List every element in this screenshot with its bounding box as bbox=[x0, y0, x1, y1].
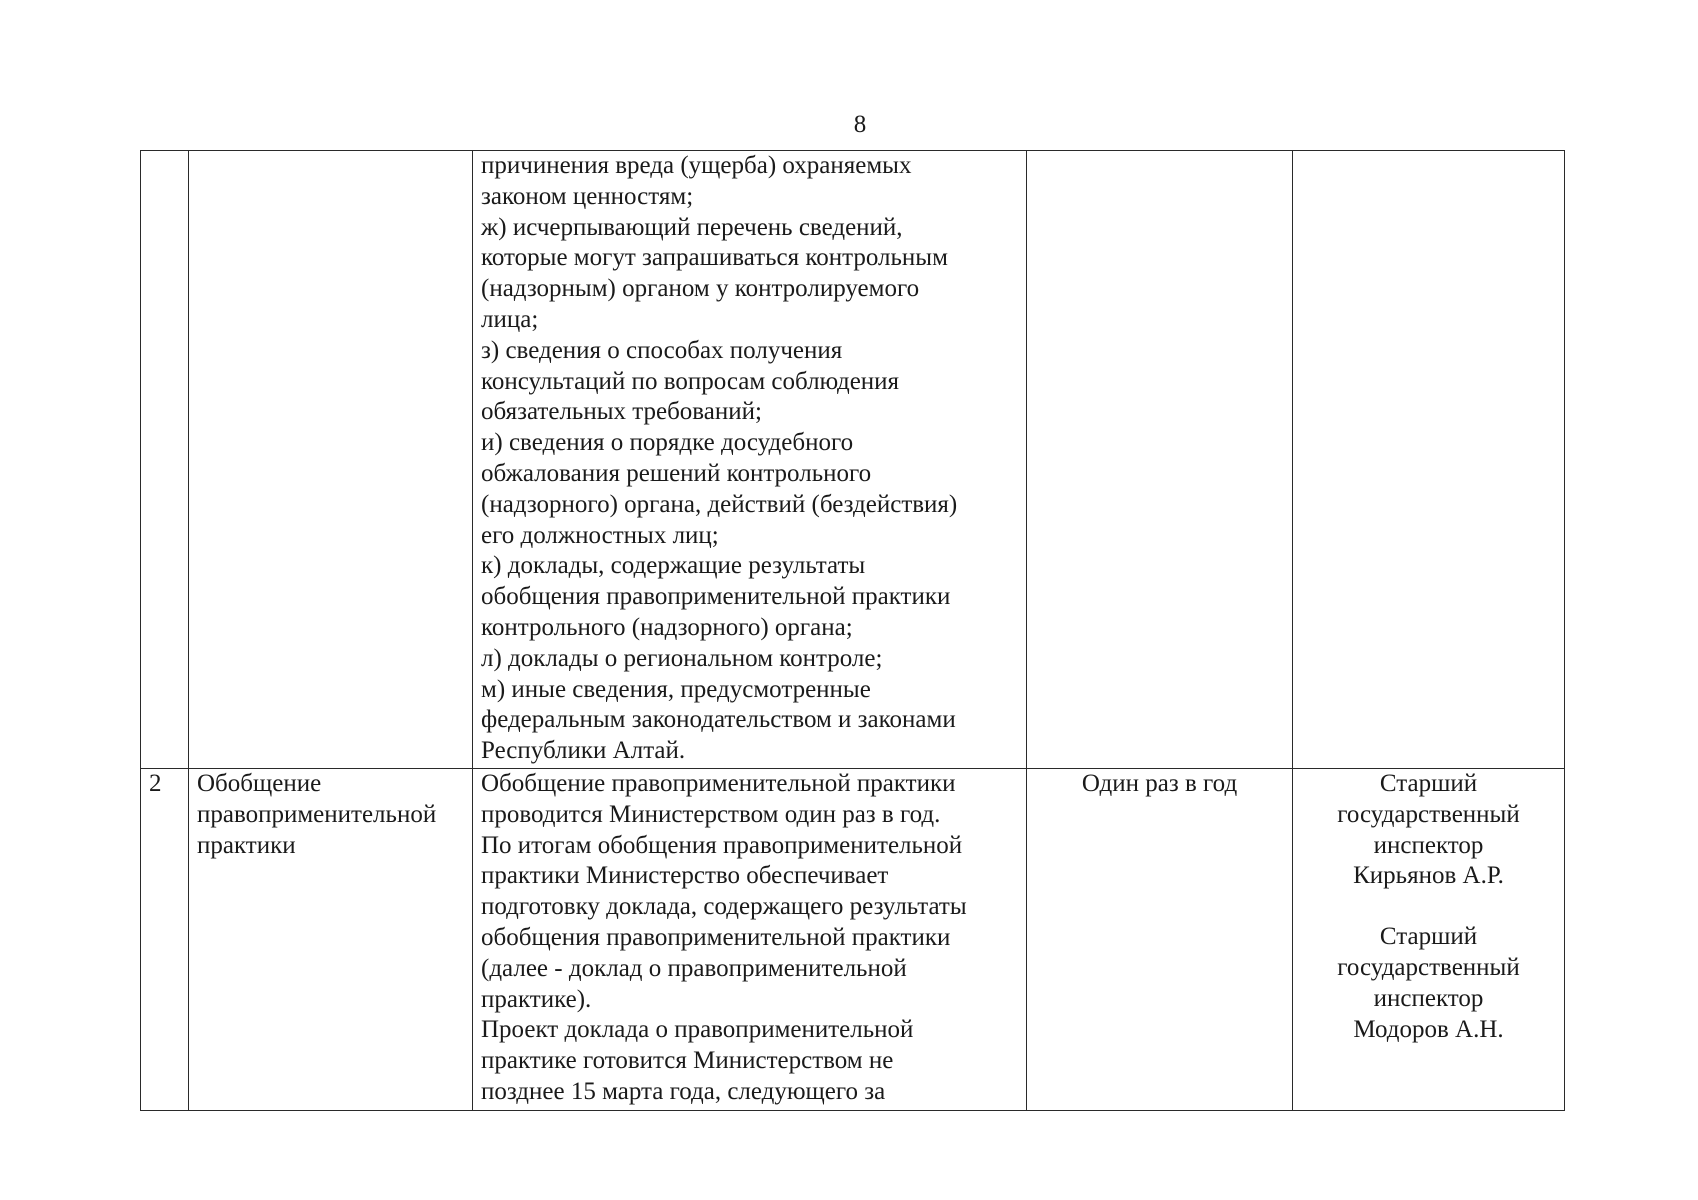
content-line: и) сведения о порядке досудебного bbox=[481, 429, 854, 457]
content-line: з) сведения о способах получения bbox=[481, 336, 843, 364]
content-line: (надзорного) органа, действий (бездействия) bbox=[481, 490, 958, 518]
content-line: к) доклады, содержащие результаты bbox=[481, 552, 866, 580]
content-line: обобщения правоприменительной практики bbox=[481, 923, 951, 951]
content-line: обжалования решений контрольного bbox=[481, 459, 872, 487]
content-line: законом ценностям; bbox=[481, 182, 694, 210]
responsible-cell bbox=[1293, 151, 1565, 769]
responsible-line: государственный bbox=[1337, 800, 1520, 828]
content-line: Проект доклада о правоприменительной bbox=[481, 1016, 914, 1044]
measure-name-cell bbox=[189, 151, 473, 769]
responsible-line: инспектор bbox=[1373, 831, 1484, 859]
responsible-line: инспектор bbox=[1373, 984, 1484, 1012]
name-line: правоприменительной bbox=[197, 800, 437, 828]
measures-table bbox=[140, 150, 1565, 1111]
content-line: Республики Алтай. bbox=[481, 737, 686, 765]
responsible-line: Кирьянов А.Р. bbox=[1353, 862, 1504, 890]
content-line: обобщения правоприменительной практики bbox=[481, 583, 951, 611]
content-line: (надзорным) органом у контролируемого bbox=[481, 275, 920, 303]
content-line: его должностных лиц; bbox=[481, 521, 719, 549]
measure-content-cell bbox=[473, 769, 1027, 1111]
content-line: По итогам обобщения правоприменительной bbox=[481, 831, 963, 859]
content-line: практики Министерство обеспечивает bbox=[481, 862, 889, 890]
content-line: практике готовится Министерством не bbox=[481, 1047, 894, 1075]
content-line: лица; bbox=[481, 305, 539, 333]
row-number-cell: 2 bbox=[141, 769, 189, 1111]
name-line: Обобщение bbox=[197, 770, 322, 797]
responsible-line: Старший bbox=[1379, 770, 1478, 797]
content-line: м) иные сведения, предусмотренные bbox=[481, 675, 871, 703]
responsible-person bbox=[1301, 769, 1556, 892]
measure-name-cell bbox=[189, 769, 473, 1111]
responsible-line: Модоров А.Н. bbox=[1353, 1015, 1504, 1043]
content-line: консультаций по вопросам соблюдения bbox=[481, 367, 900, 395]
page-number: 8 bbox=[853, 111, 867, 138]
content-line: позднее 15 марта года, следующего за bbox=[481, 1077, 886, 1105]
content-line: (далее - доклад о правоприменительной bbox=[481, 954, 907, 982]
content-line: контрольного (надзорного) органа; bbox=[481, 613, 853, 641]
responsible-cell bbox=[1293, 769, 1565, 1111]
row-number-cell bbox=[141, 151, 189, 769]
content-line: проводится Министерством один раз в год. bbox=[481, 800, 941, 828]
name-line: практики bbox=[197, 831, 296, 859]
content-line: подготовку доклада, содержащего результаты bbox=[481, 893, 967, 921]
content-line: причинения вреда (ущерба) охраняемых bbox=[481, 152, 912, 179]
content-line: л) доклады о региональном контроле; bbox=[481, 644, 883, 672]
table-row-continued bbox=[141, 151, 1565, 769]
content-line: федеральным законодательством и законами bbox=[481, 706, 956, 734]
content-line: практике). bbox=[481, 985, 592, 1013]
content-line: Обобщение правоприменительной практики bbox=[481, 770, 956, 797]
period-cell bbox=[1027, 151, 1293, 769]
responsible-line: государственный bbox=[1337, 953, 1520, 981]
measure-content-cell bbox=[473, 151, 1027, 769]
responsible-line: Старший bbox=[1379, 923, 1478, 951]
content-line: обязательных требований; bbox=[481, 398, 762, 426]
content-line: которые могут запрашиваться контрольным bbox=[481, 244, 948, 272]
table-row bbox=[141, 769, 1565, 1111]
responsible-person bbox=[1301, 922, 1556, 1045]
period-cell: Один раз в год bbox=[1027, 769, 1293, 1111]
content-line: ж) исчерпывающий перечень сведений, bbox=[481, 213, 903, 241]
